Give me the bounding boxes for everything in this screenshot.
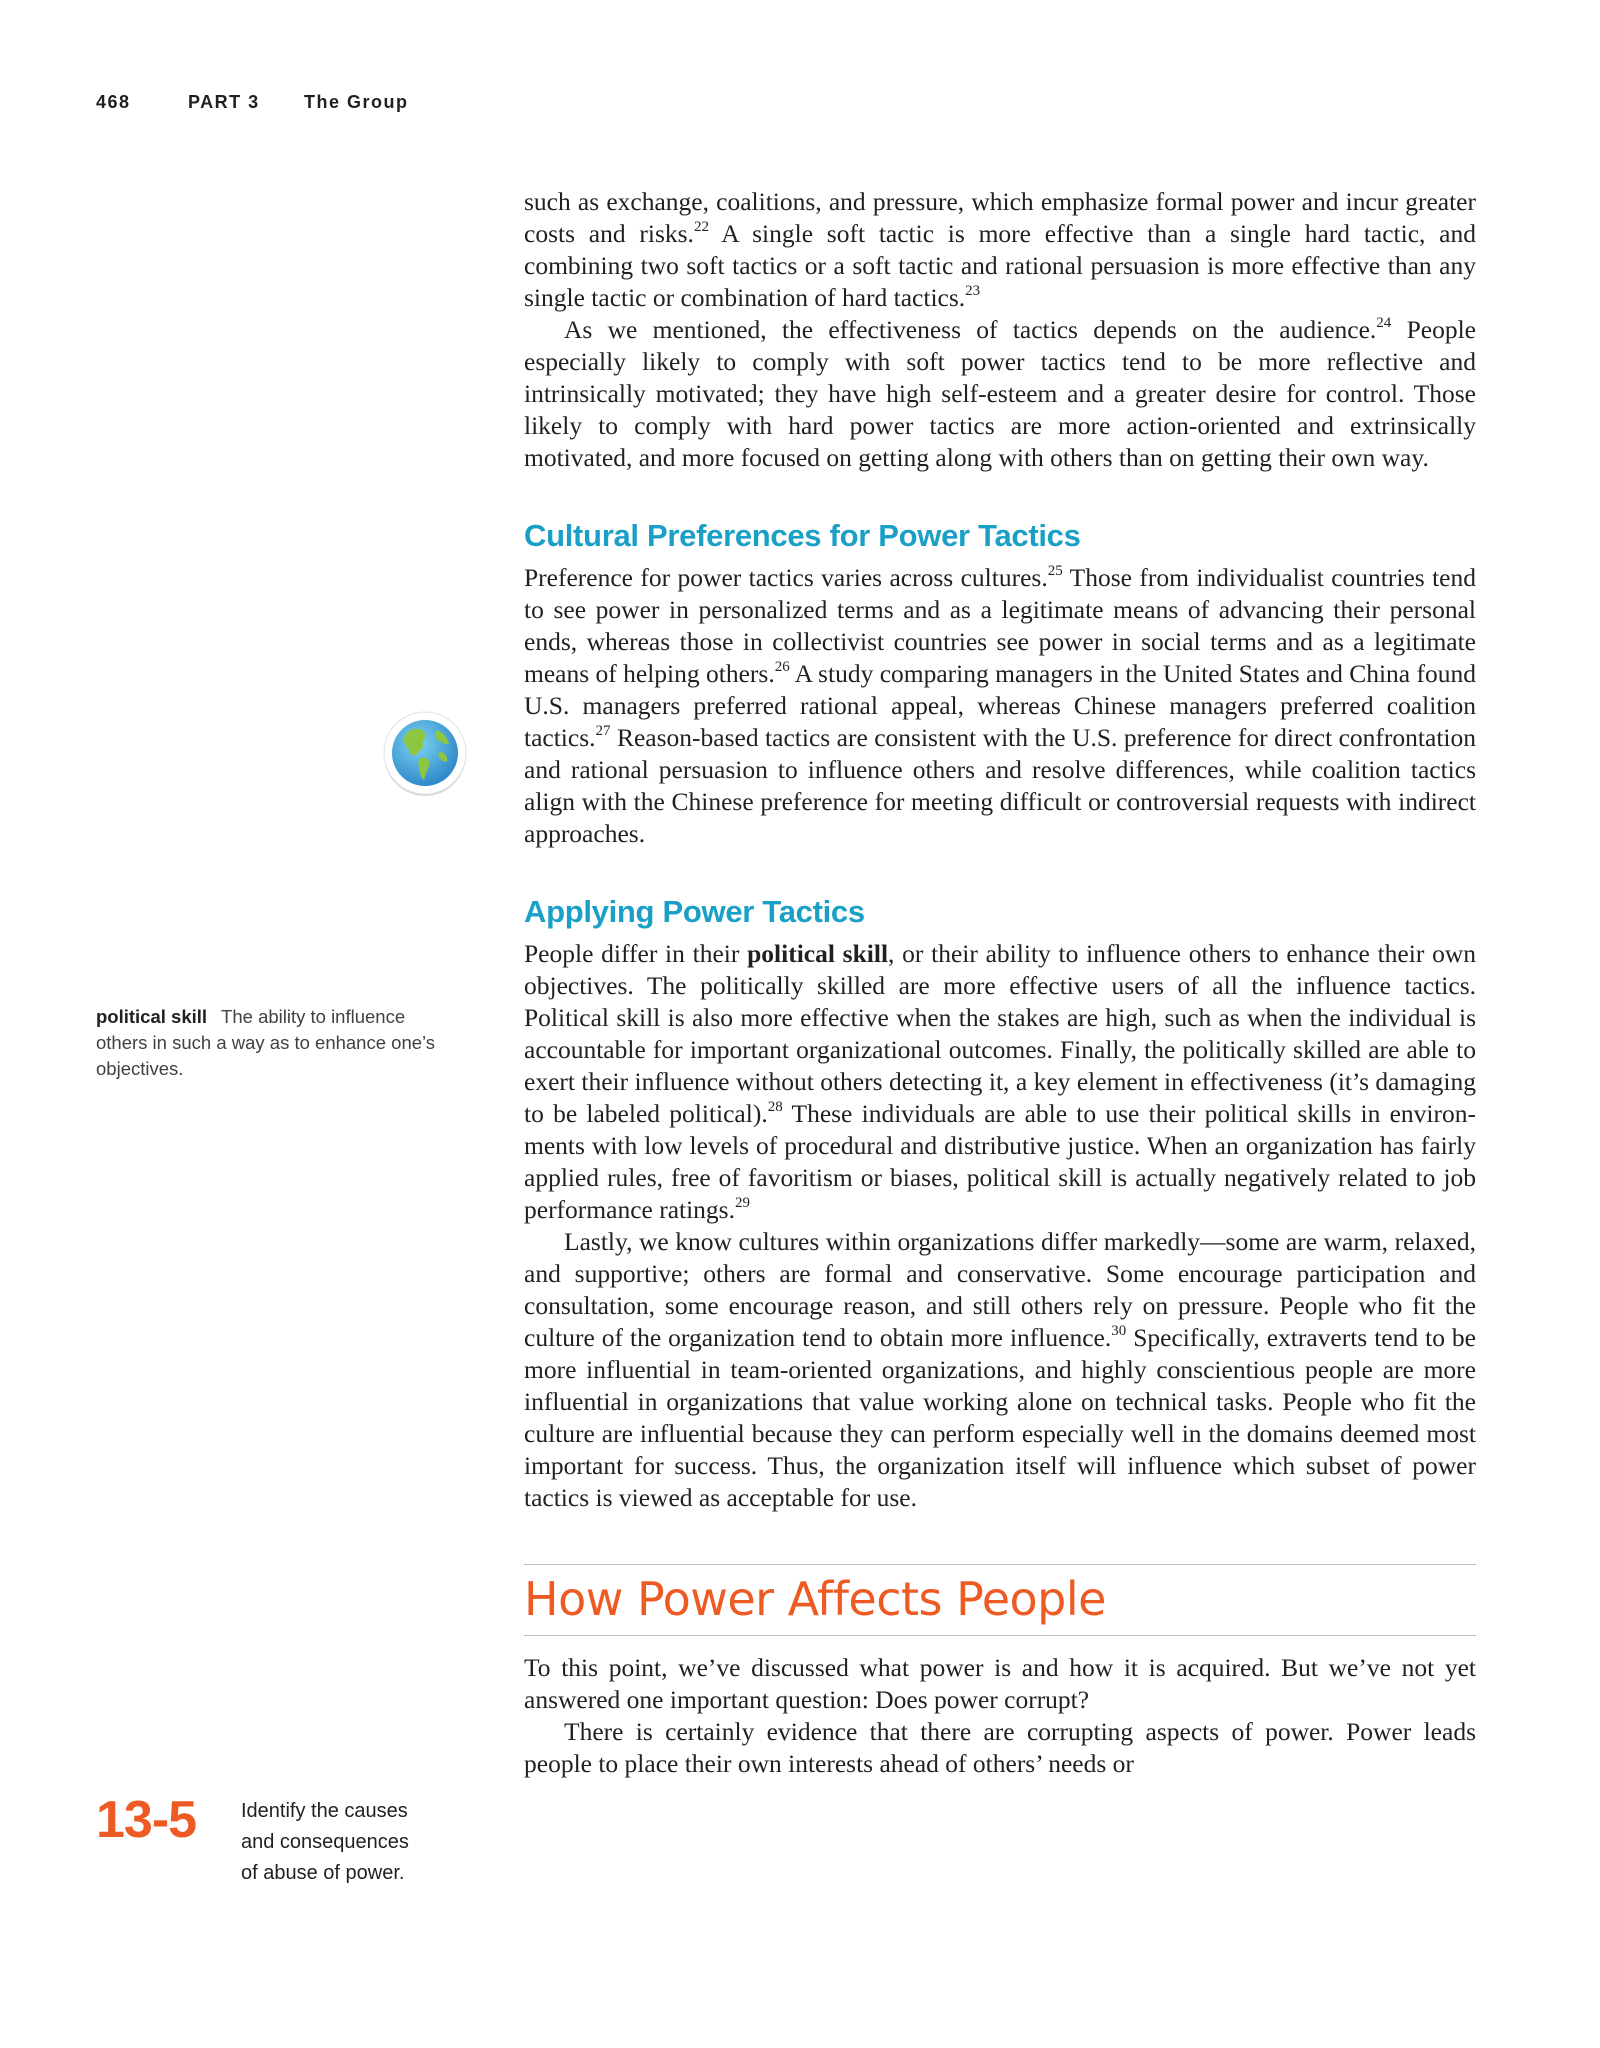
footnote-ref: 23: [965, 283, 981, 299]
footnote-ref: 28: [767, 1099, 783, 1115]
subhead-cultural-preferences: Cultural Preferences for Power Tactics: [524, 518, 1081, 553]
subhead-applying-power-tactics: Applying Power Tactics: [524, 894, 865, 929]
footnote-ref: 24: [1376, 315, 1392, 331]
footnote-ref: 29: [735, 1195, 750, 1211]
section-heading: How Power Affects People: [524, 1572, 1106, 1626]
section-rule-bottom: [524, 1635, 1476, 1636]
definition-text: The ability to influence others in such a way as to enhance one’s objectives.: [96, 1006, 436, 1079]
paragraph: There is certainly evidence that there are corrupting aspects of power. Power leads people to place their own interests ahead of others’ needs or: [524, 1717, 1476, 1778]
footnote-ref: 26: [774, 659, 790, 675]
footnote-ref: 27: [595, 723, 611, 739]
paragraph: People differ in their political skill, or their ability to influence others to enhance their own objectives. The politically skilled are more effective users of all the influence tactics. Political skill is also more effective when the stakes are high, such as when the individual is accountable for important organizational outcomes. Finally, the politically skilled are able to exert their influence without others detecting it, a key element in effectiveness (it’s damaging to be labeled political).$^{28}$ These individuals are able to use their political skills in environments with low levels of procedural and distributive justice. When an organization has fairly applied rules, free of favoritism or biases, political skill is actually negatively related to job performance ratings.$^{29}$: [524, 939, 1476, 1224]
section-rule-top: [524, 1564, 1476, 1565]
learning-objective-text: Identify the causes and consequences of abuse of power.: [241, 1800, 409, 1884]
paragraph: As we mentioned, the effectiveness of tactics depends on the audience.$^{24}$ People especially likely to comply with soft power tactics tend to be more reflective and intrinsically motivated; they have high self-esteem and a greater desire for control. Those likely to comply with hard power tactics are more action-oriented and extrinsically motivated, and more focused on getting along with others than on getting their own way.: [524, 315, 1476, 472]
page-number: 468: [96, 92, 131, 112]
part-label: PART 3: [188, 92, 260, 112]
running-head: [96, 92, 409, 113]
part-title: The Group: [304, 92, 409, 112]
key-term: political skill: [747, 939, 889, 968]
paragraph: such as exchange, coalitions, and pressure, which emphasize formal power and incur greater costs and risks.$^{22}$ A single soft tactic is more effective than a single hard tactic, and combining two soft tactics or a soft tactic and rational persuasion is more effective than any single tactic or combination of hard tactics.$^{23}$: [524, 187, 1476, 312]
main-text-column: [524, 186, 1476, 1780]
paragraph: To this point, we’ve discussed what power is and how it is acquired. But we’ve not yet answered one important question: Does power corrupt?: [524, 1653, 1476, 1714]
margin-definition: [96, 1004, 446, 1082]
paragraph: Preference for power tactics varies across cultures.$^{25}$ Those from individualist countries tend to see power in personalized terms and as a legitimate means of advancing their personal ends, whereas those in collectivist countries see power in social terms and as a legitimate means of helping others.$^{26}$ A study comparing managers in the United States and China found U.S. managers preferred rational appeal, whereas Chinese managers preferred coalition tactics.$^{27}$ Reason-based tactics are consistent with the U.S. preference for direct confrontation and rational persuasion to influence others and resolve differences, while coalition tactics align with the Chinese preference for meeting difficult or controversial requests with indirect approaches.: [524, 563, 1476, 848]
globe-icon: [380, 708, 470, 798]
learning-objective-number: 13-5: [96, 1791, 197, 1849]
footnote-ref: 22: [693, 219, 709, 235]
footnote-ref: 25: [1047, 563, 1063, 579]
definition-term: political skill: [96, 1006, 208, 1027]
footnote-ref: 30: [1111, 1323, 1127, 1339]
paragraph: Lastly, we know cultures within organizations differ markedly—some are warm, relaxed, and supportive; others are formal and conservative. Some encourage participation and consultation, some encourage reason, and still others rely on pressure. People who fit the culture of the organization tend to obtain more influence.$^{30}$ Specifically, extraverts tend to be more influential in team-oriented organizations, and highly conscientious people are more influential in organizations that value working alone on technical tasks. People who fit the culture are influential because they can perform especially well in the domains deemed most important for success. Thus, the organization itself will influence which subset of power tactics is viewed as acceptable for use.: [524, 1227, 1477, 1512]
